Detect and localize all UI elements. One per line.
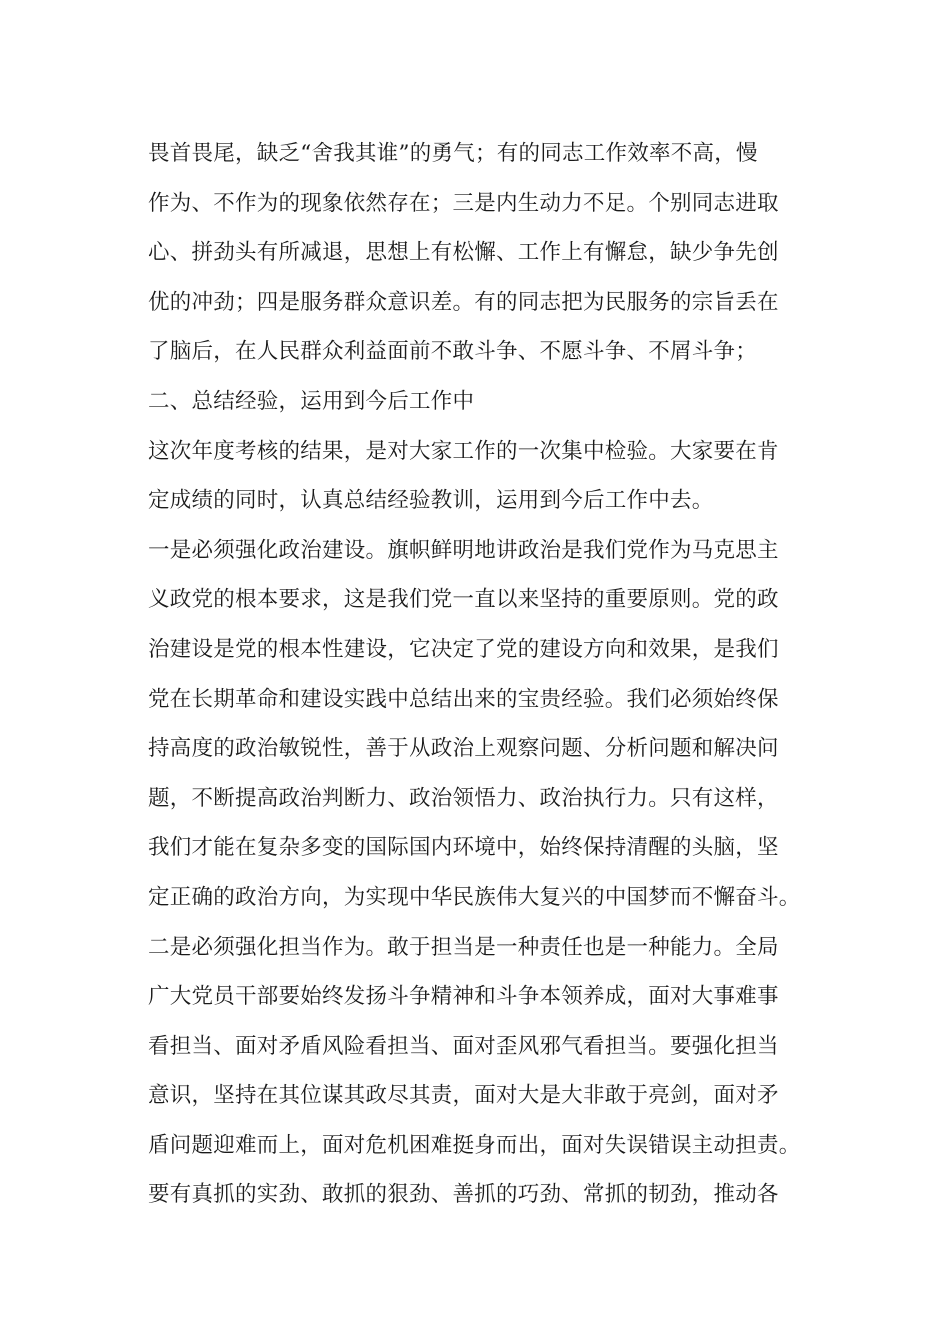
text-line: 了脑后，在人民群众利益面前不敢斗争、不愿斗争、不屑斗争； [148, 339, 758, 365]
text-line: 题，不断提高政治判断力、政治领悟力、政治执行力。只有这样， [148, 785, 779, 811]
text-line: 心、拼劲头有所减退，思想上有松懈、工作上有懈怠，缺少争先创 [148, 240, 779, 266]
text-line: 广大党员干部要始终发扬斗争精神和斗争本领养成，面对大事难事 [148, 984, 779, 1010]
text-line: 优的冲劲；四是服务群众意识差。有的同志把为民服务的宗旨丢在 [148, 289, 779, 315]
text-line: 持高度的政治敏锐性，善于从政治上观察问题、分析问题和解决问 [148, 736, 779, 762]
text-line: 二是必须强化担当作为。敢于担当是一种责任也是一种能力。全局 [148, 934, 779, 960]
text-line: 盾问题迎难而上，面对危机困难挺身而出，面对失误错误主动担责。 [148, 1132, 801, 1158]
text-line: 党在长期革命和建设实践中总结出来的宝贵经验。我们必须始终保 [148, 686, 779, 712]
text-line: 要有真抓的实劲、敢抓的狠劲、善抓的巧劲、常抓的韧劲，推动各 [148, 1182, 779, 1208]
text-line: 这次年度考核的结果，是对大家工作的一次集中检验。大家要在肯 [148, 438, 779, 464]
text-line: 作为、不作为的现象依然存在；三是内生动力不足。个别同志进取 [148, 190, 779, 216]
text-line: 我们才能在复杂多变的国际国内环境中，始终保持清醒的头脑，坚 [148, 835, 779, 861]
text-line: 义政党的根本要求，这是我们党一直以来坚持的重要原则。党的政 [148, 587, 779, 613]
document-body [148, 129, 848, 1220]
text-line: 畏首畏尾，缺乏“舍我其谁”的勇气；有的同志工作效率不高，慢 [148, 141, 758, 166]
section-heading: 二、总结经验，运用到今后工作中 [148, 388, 475, 414]
text-line: 一是必须强化政治建设。旗帜鲜明地讲政治是我们党作为马克思主 [148, 537, 779, 563]
text-line: 看担当、面对矛盾风险看担当、面对歪风邪气看担当。要强化担当 [148, 1033, 779, 1059]
text-line: 意识，坚持在其位谋其政尽其责，面对大是大非敢于亮剑，面对矛 [148, 1083, 779, 1109]
text-line: 定成绩的同时，认真总结经验教训，运用到今后工作中去。 [148, 488, 714, 514]
text-line: 定正确的政治方向，为实现中华民族伟大复兴的中国梦而不懈奋斗。 [148, 884, 801, 910]
text-line: 治建设是党的根本性建设，它决定了党的建设方向和效果，是我们 [148, 636, 779, 662]
